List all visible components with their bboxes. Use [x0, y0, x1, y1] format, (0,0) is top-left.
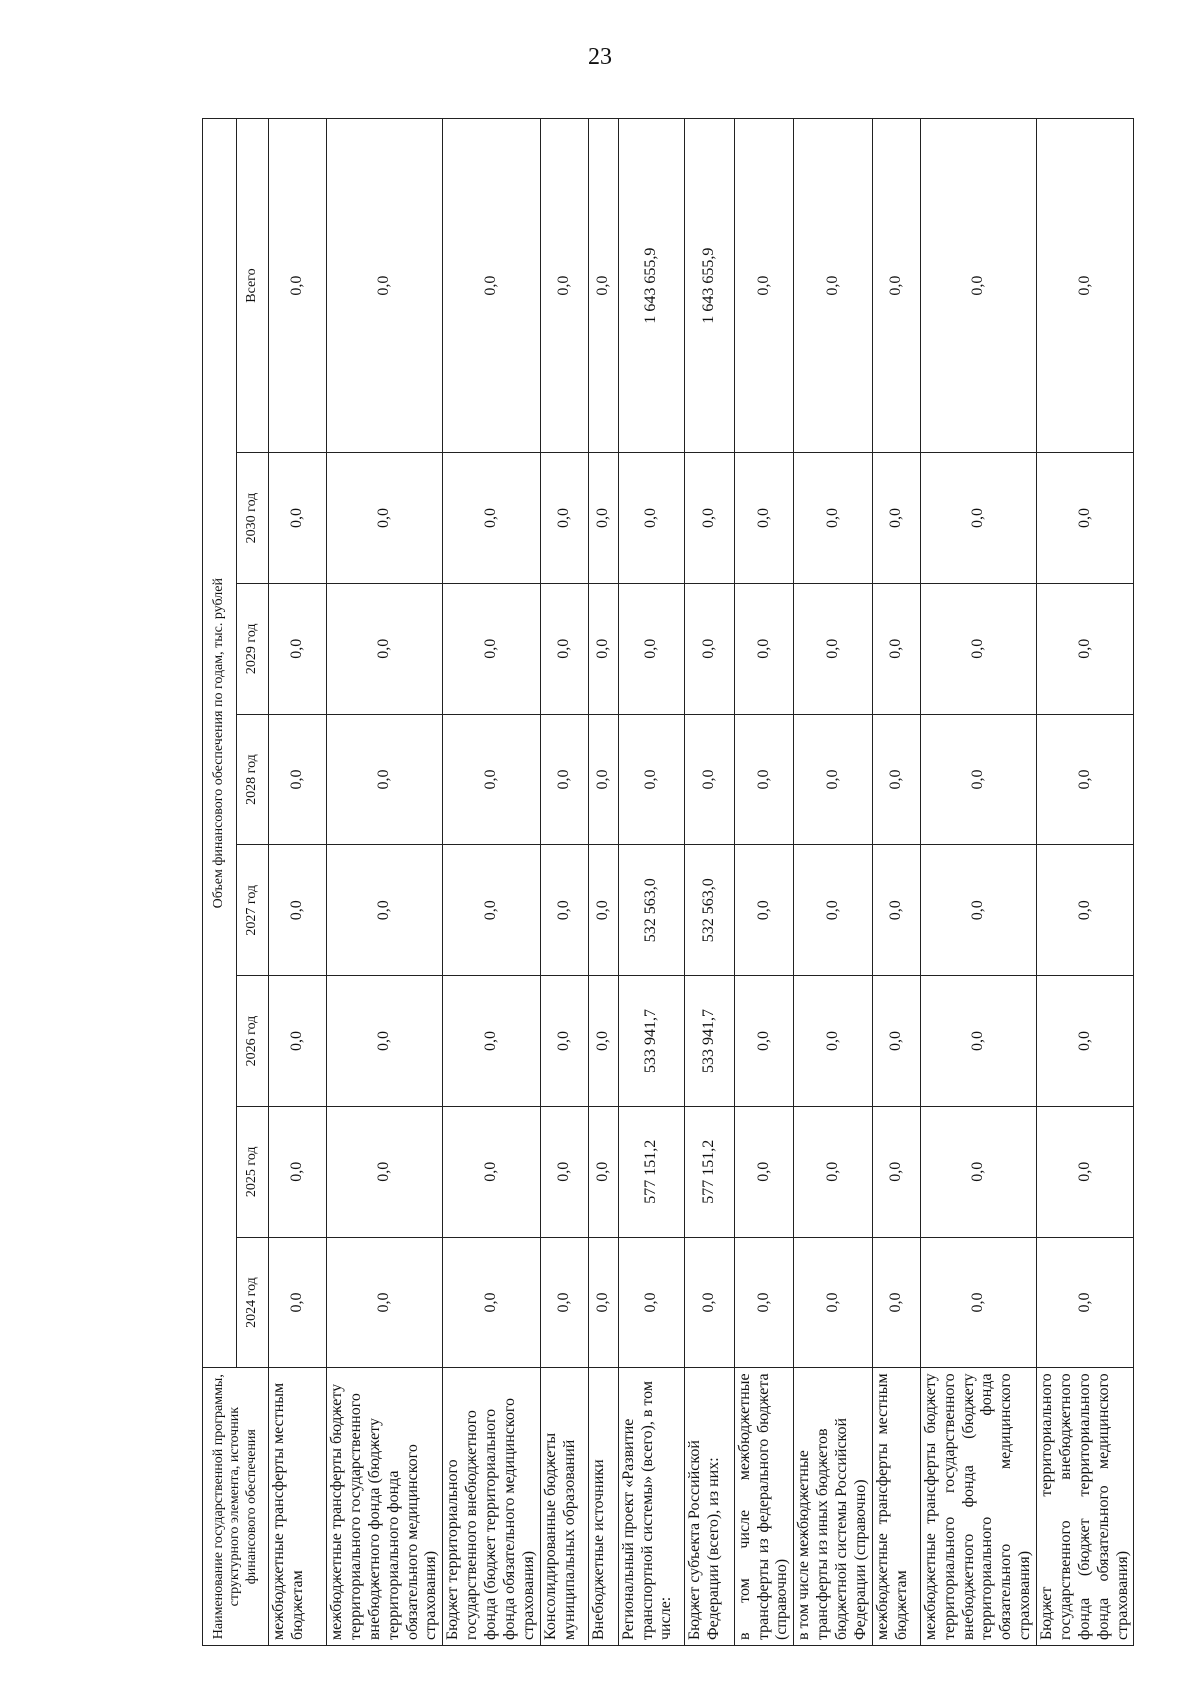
cell-2028: 0,0 [327, 714, 443, 845]
cell-total: 0,0 [540, 119, 588, 453]
cell-2026: 0,0 [1037, 976, 1134, 1107]
row-label: межбюджетные трансферты бюджету территориального государственного внебюджетного фонда (бюджету территориального фонда обязательного медицинского страхования) [920, 1368, 1036, 1646]
cell-2030: 0,0 [540, 453, 588, 584]
header-total: Всего [237, 119, 269, 453]
cell-2026: 0,0 [540, 976, 588, 1107]
page-number: 23 [588, 44, 612, 70]
cell-2030: 0,0 [734, 453, 794, 584]
cell-2029: 0,0 [269, 583, 327, 714]
cell-2026: 0,0 [269, 976, 327, 1107]
cell-2028: 0,0 [872, 714, 920, 845]
cell-2028: 0,0 [794, 714, 873, 845]
cell-2026: 0,0 [872, 976, 920, 1107]
header-year-2029: 2029 год [237, 583, 269, 714]
row-label: Бюджет субъекта Российской Федерации (всего), из них: [684, 1368, 734, 1646]
cell-2025: 0,0 [734, 1106, 794, 1237]
cell-2026: 0,0 [443, 976, 540, 1107]
cell-2027: 532 563,0 [684, 845, 734, 976]
row-label: Консолидированные бюджеты муниципальных образований [540, 1368, 588, 1646]
cell-2029: 0,0 [443, 583, 540, 714]
header-year-2024: 2024 год [237, 1237, 269, 1368]
cell-2026: 0,0 [920, 976, 1036, 1107]
cell-2029: 0,0 [1037, 583, 1134, 714]
table-row [794, 119, 873, 1646]
header-name-column: Наименование государственной программы, структурного элемента, источник финансового обеспечения [203, 1368, 269, 1646]
header-year-2028: 2028 год [237, 714, 269, 845]
cell-2027: 0,0 [920, 845, 1036, 976]
cell-2024: 0,0 [327, 1237, 443, 1368]
row-label: межбюджетные трансферты местным бюджетам [872, 1368, 920, 1646]
cell-2025: 0,0 [794, 1106, 873, 1237]
cell-2024: 0,0 [872, 1237, 920, 1368]
cell-total: 0,0 [1037, 119, 1134, 453]
cell-2030: 0,0 [1037, 453, 1134, 584]
cell-2028: 0,0 [1037, 714, 1134, 845]
row-label: межбюджетные трансферты бюджету территориального государственного внебюджетного фонда (бюджету территориального фонда обязательного медицинского страхования) [327, 1368, 443, 1646]
cell-2027: 0,0 [443, 845, 540, 976]
cell-total: 0,0 [443, 119, 540, 453]
cell-2025: 0,0 [443, 1106, 540, 1237]
cell-total: 1 643 655,9 [684, 119, 734, 453]
cell-2030: 0,0 [443, 453, 540, 584]
cell-2025: 0,0 [327, 1106, 443, 1237]
cell-2027: 0,0 [1037, 845, 1134, 976]
cell-2027: 0,0 [327, 845, 443, 976]
cell-2029: 0,0 [540, 583, 588, 714]
cell-2027: 0,0 [269, 845, 327, 976]
table-row [269, 119, 327, 1646]
cell-2025: 0,0 [1037, 1106, 1134, 1237]
cell-2026: 533 941,7 [618, 976, 684, 1107]
cell-total: 0,0 [269, 119, 327, 453]
cell-2024: 0,0 [734, 1237, 794, 1368]
rotated-table-wrapper [202, 118, 1131, 1646]
cell-2029: 0,0 [618, 583, 684, 714]
header-year-2026: 2026 год [237, 976, 269, 1107]
table-row [327, 119, 443, 1646]
table-body [269, 119, 1134, 1646]
cell-2027: 0,0 [794, 845, 873, 976]
cell-2025: 0,0 [269, 1106, 327, 1237]
cell-2024: 0,0 [588, 1237, 618, 1368]
cell-2024: 0,0 [1037, 1237, 1134, 1368]
cell-2030: 0,0 [872, 453, 920, 584]
cell-2024: 0,0 [540, 1237, 588, 1368]
cell-2024: 0,0 [794, 1237, 873, 1368]
cell-2026: 0,0 [588, 976, 618, 1107]
cell-2028: 0,0 [269, 714, 327, 845]
cell-2030: 0,0 [588, 453, 618, 584]
table-row [872, 119, 920, 1646]
cell-2028: 0,0 [684, 714, 734, 845]
cell-2027: 0,0 [872, 845, 920, 976]
cell-total: 0,0 [794, 119, 873, 453]
row-label: Региональный проект «Развитие транспортной системы» (всего), в том числе: [618, 1368, 684, 1646]
cell-2024: 0,0 [684, 1237, 734, 1368]
cell-2026: 0,0 [794, 976, 873, 1107]
cell-2029: 0,0 [872, 583, 920, 714]
cell-2025: 0,0 [540, 1106, 588, 1237]
cell-2029: 0,0 [794, 583, 873, 714]
cell-2026: 0,0 [327, 976, 443, 1107]
cell-2029: 0,0 [734, 583, 794, 714]
cell-2030: 0,0 [920, 453, 1036, 584]
cell-2028: 0,0 [588, 714, 618, 845]
cell-2030: 0,0 [269, 453, 327, 584]
cell-total: 0,0 [734, 119, 794, 453]
table-row [684, 119, 734, 1646]
cell-2024: 0,0 [920, 1237, 1036, 1368]
cell-total: 0,0 [920, 119, 1036, 453]
financing-table [202, 118, 1134, 1646]
cell-2028: 0,0 [920, 714, 1036, 845]
cell-2027: 0,0 [734, 845, 794, 976]
cell-2029: 0,0 [588, 583, 618, 714]
row-label: Бюджет территориального государственного внебюджетного фонда (бюджет территориального фонда обязательного медицинского страхования) [1037, 1368, 1134, 1646]
header-group-title: Объем финансового обеспечения по годам, тыс. рублей [203, 119, 237, 1368]
cell-total: 0,0 [588, 119, 618, 453]
table-row [588, 119, 618, 1646]
row-label: Бюджет территориального государственного внебюджетного фонда (бюджет территориального фонда обязательного медицинского страхования) [443, 1368, 540, 1646]
table-row [1037, 119, 1134, 1646]
table-row [920, 119, 1036, 1646]
cell-2025: 577 151,2 [618, 1106, 684, 1237]
header-year-2025: 2025 год [237, 1106, 269, 1237]
table-row [443, 119, 540, 1646]
row-label: в том числе межбюджетные трансферты из федерального бюджета (справочно) [734, 1368, 794, 1646]
table-row [618, 119, 684, 1646]
cell-2028: 0,0 [443, 714, 540, 845]
cell-2030: 0,0 [618, 453, 684, 584]
cell-2029: 0,0 [684, 583, 734, 714]
table-row [734, 119, 794, 1646]
cell-2029: 0,0 [327, 583, 443, 714]
cell-2029: 0,0 [920, 583, 1036, 714]
row-label: в том числе межбюджетные трансферты из иных бюджетов бюджетной системы Российской Федерации (справочно) [794, 1368, 873, 1646]
cell-2026: 533 941,7 [684, 976, 734, 1107]
cell-2030: 0,0 [684, 453, 734, 584]
header-year-2030: 2030 год [237, 453, 269, 584]
cell-2030: 0,0 [327, 453, 443, 584]
cell-2025: 0,0 [920, 1106, 1036, 1237]
cell-2027: 0,0 [588, 845, 618, 976]
cell-2027: 532 563,0 [618, 845, 684, 976]
header-year-2027: 2027 год [237, 845, 269, 976]
cell-2024: 0,0 [618, 1237, 684, 1368]
cell-2027: 0,0 [540, 845, 588, 976]
row-label: Внебюджетные источники [588, 1368, 618, 1646]
cell-total: 0,0 [327, 119, 443, 453]
cell-2028: 0,0 [540, 714, 588, 845]
cell-total: 1 643 655,9 [618, 119, 684, 453]
cell-2025: 0,0 [588, 1106, 618, 1237]
cell-2025: 577 151,2 [684, 1106, 734, 1237]
cell-2025: 0,0 [872, 1106, 920, 1237]
cell-2024: 0,0 [443, 1237, 540, 1368]
cell-2030: 0,0 [794, 453, 873, 584]
cell-2028: 0,0 [734, 714, 794, 845]
cell-2026: 0,0 [734, 976, 794, 1107]
cell-total: 0,0 [872, 119, 920, 453]
table-row [540, 119, 588, 1646]
row-label: межбюджетные трансферты местным бюджетам [269, 1368, 327, 1646]
cell-2028: 0,0 [618, 714, 684, 845]
cell-2024: 0,0 [269, 1237, 327, 1368]
